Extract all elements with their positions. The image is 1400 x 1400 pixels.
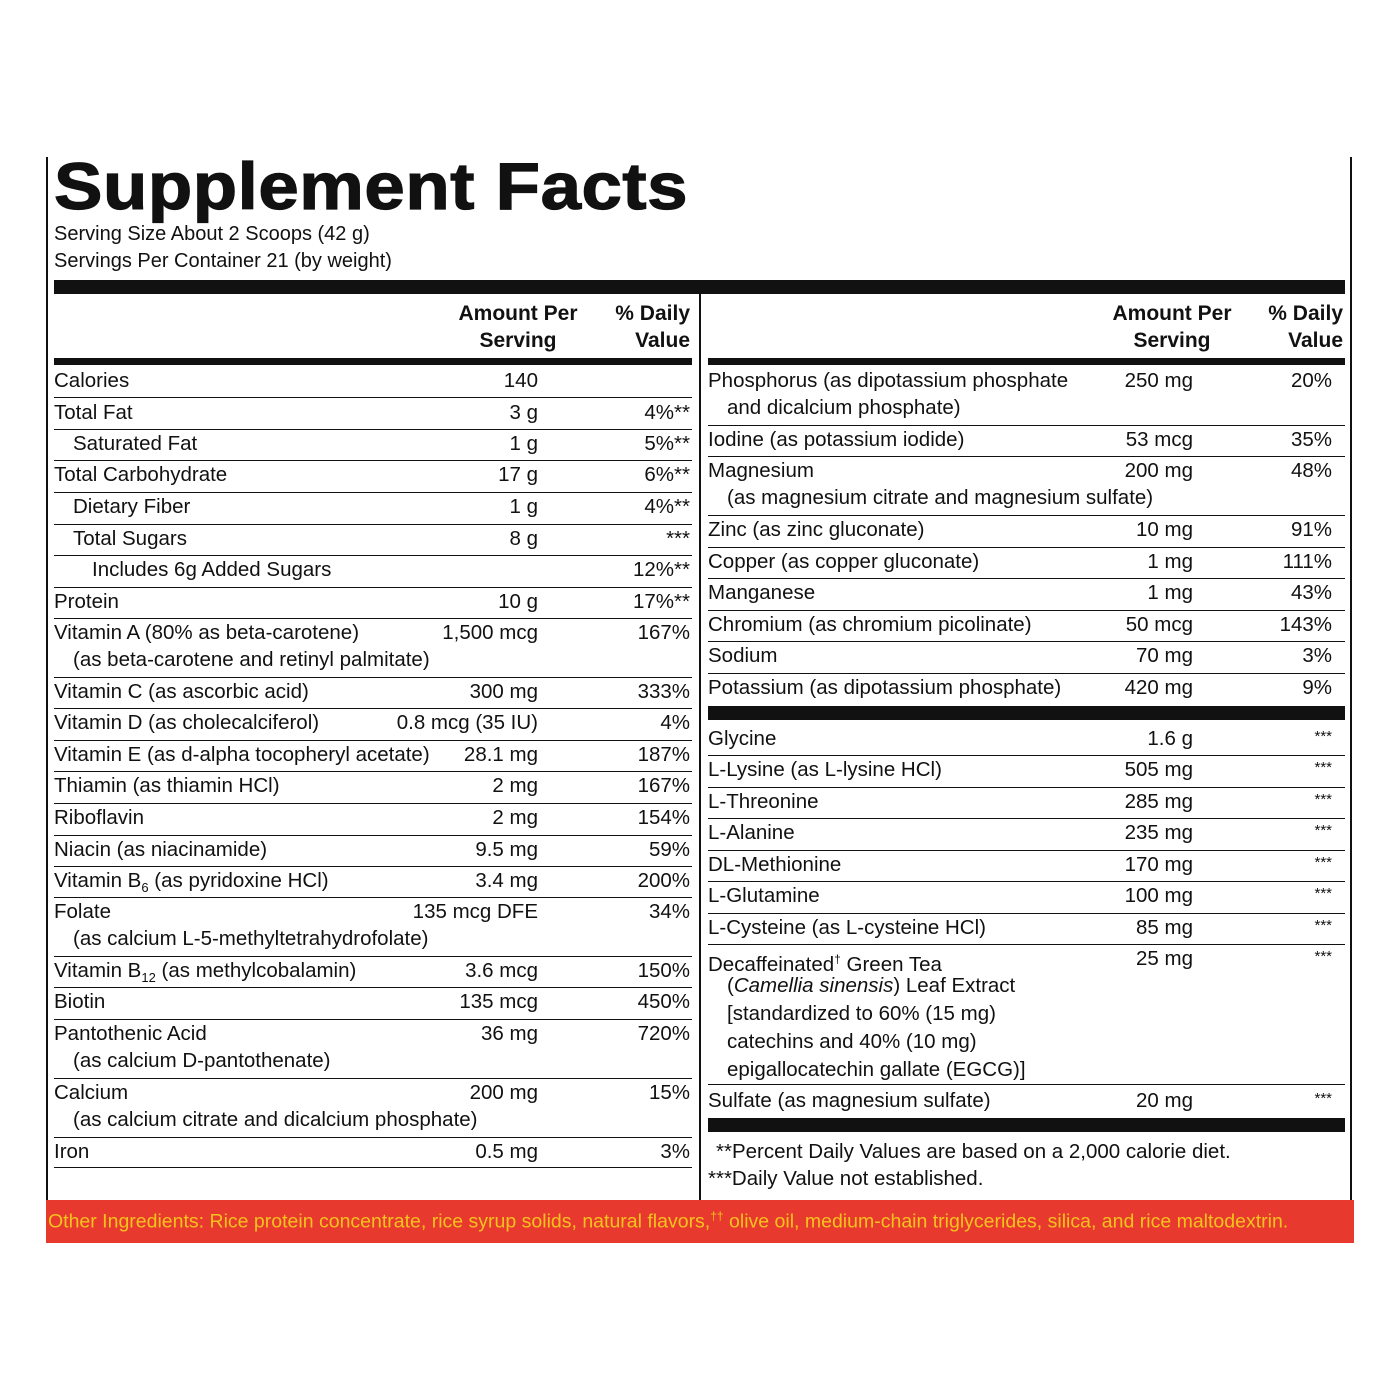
nutrient-amount: 3 g [509,401,538,424]
nutrient-source: (as beta-carotene and retinyl palmitate) [73,648,430,671]
nutrient-name: Vitamin A (80% as beta-carotene) [54,621,360,644]
nutrient-amount: 420 mg [1124,676,1193,699]
nutrient-name: Total Fat [54,401,133,424]
nutrient-daily-value: 150% [637,959,690,982]
nutrient-amount: 200 mg [469,1081,538,1104]
nutrient-name: L-Threonine [708,790,819,813]
nutrient-daily-value: 450% [637,990,690,1013]
table-row-potassium-as-dipotassium-phosphate [708,674,1345,706]
nutrient-amount: 235 mg [1124,821,1193,844]
table-row-total-carbohydrate [54,461,692,493]
nutrient-name: Calcium [54,1081,129,1104]
nutrient-name: Total Carbohydrate [54,463,228,486]
nutrient-name: Copper (as copper gluconate) [708,550,980,573]
nutrient-name: Niacin (as niacinamide) [54,838,268,861]
table-row-pantothenic-acid [54,1020,692,1079]
nutrient-amount: 3.4 mg [475,869,538,892]
nutrient-daily-value: 43% [1290,581,1332,604]
nutrient-amount: 3.6 mcg [465,959,538,982]
nutrient-daily-value: *** [1314,854,1332,871]
table-row-vitamin-a-80-as-beta-carotene [54,619,692,678]
other-ingredients-banner [46,1200,1354,1243]
nutrient-name: Total Sugars [73,527,187,550]
nutrient-daily-value: *** [1314,917,1332,934]
table-row-l-alanine [708,819,1345,851]
nutrient-daily-value: 6%** [644,463,690,486]
amino-section-bar [708,706,1345,720]
nutrient-daily-value: *** [1314,791,1332,808]
table-row-calcium [54,1079,692,1138]
nutrient-name: Thiamin (as thiamin HCl) [54,774,280,797]
right-dv-header: % Daily Value [1268,302,1343,352]
nutrient-daily-value: 17%** [633,590,690,613]
nutrient-amount: 1 mg [1147,550,1193,573]
nutrient-amount: 8 g [509,527,538,550]
nutrient-name: DL-Methionine [708,853,842,876]
table-row-sulfate [708,1087,1345,1119]
nutrient-amount: 85 mg [1136,916,1193,939]
nutrient-name: Chromium (as chromium picolinate) [708,613,1032,636]
nutrient-daily-value: *** [1314,728,1332,745]
nutrient-name: Vitamin D (as cholecalciferol) [54,711,320,734]
nutrient-name: Protein [54,590,119,613]
nutrient-daily-value: 9% [1302,676,1332,699]
table-row-thiamin-as-thiamin-hcl [54,772,692,804]
table-row-l-threonine [708,788,1345,819]
table-row-vitamin-e-as-d-alpha-tocopheryl-acetate [54,741,692,772]
nutrient-name: Riboflavin [54,806,145,829]
table-row-magnesium [708,457,1345,516]
nutrient-amount: 135 mcg [459,990,538,1013]
green-tea-line2: (Camellia sinensis) Leaf Extract [727,974,1016,997]
table-row-green-tea [708,945,1345,1085]
nutrient-daily-value: 167% [637,621,690,644]
right-header-rule [708,358,1345,365]
nutrient-name: Phosphorus (as dipotassium phosphate [708,369,1069,392]
nutrient-daily-value: 20% [1290,369,1332,392]
sulfate-dv: *** [1314,1090,1332,1107]
nutrient-daily-value: 35% [1290,428,1332,451]
table-row-copper-as-copper-gluconate [708,548,1345,579]
nutrient-daily-value: 34% [648,900,690,923]
nutrient-daily-value: *** [1314,885,1332,902]
nutrient-name: Dietary Fiber [73,495,191,518]
nutrient-amount: 0.8 mcg (35 IU) [396,711,538,734]
nutrient-amount: 1 mg [1147,581,1193,604]
table-row-total-sugars [54,525,692,556]
nutrient-daily-value: 143% [1279,613,1332,636]
nutrient-daily-value: 12%** [633,558,690,581]
nutrient-daily-value: 91% [1290,518,1332,541]
nutrient-name: L-Glutamine [708,884,820,907]
nutrient-amount: 285 mg [1124,790,1193,813]
table-row-biotin [54,988,692,1020]
nutrient-name: Iron [54,1140,90,1163]
nutrient-name: L-Alanine [708,821,795,844]
column-divider [699,294,701,1200]
nutrient-name: Glycine [708,727,777,750]
nutrient-daily-value: *** [666,527,690,550]
nutrient-source: (as magnesium citrate and magnesium sulfate) [727,486,1154,509]
page-title: Supplement Facts [54,149,689,223]
footnote-bar [708,1118,1345,1132]
table-row-calories [54,367,692,398]
nutrient-name: L-Cysteine (as L-cysteine HCl) [708,916,986,939]
nutrient-amount: 250 mg [1124,369,1193,392]
nutrient-amount: 50 mcg [1125,613,1193,636]
green-tea-name: Decaffeinated† Green Tea [708,952,942,976]
footnote-daily-values: **Percent Daily Values are based on a 2,000 calorie diet. [716,1140,1231,1163]
nutrient-name: Includes 6g Added Sugars [92,558,332,581]
nutrient-amount: 10 mg [1136,518,1193,541]
green-tea-dv: *** [1314,948,1332,965]
nutrient-daily-value: 167% [637,774,690,797]
nutrient-amount: 100 mg [1124,884,1193,907]
table-row-includes-6g-added-sugars [54,556,692,588]
table-row-iron [54,1138,692,1168]
table-row-dietary-fiber [54,493,692,525]
nutrient-daily-value: 200% [637,869,690,892]
green-tea-line5: epigallocatechin gallate (EGCG)] [727,1058,1026,1081]
table-row-protein [54,588,692,619]
green-tea-line4: catechins and 40% (10 mg) [727,1030,977,1053]
nutrient-amount: 0.5 mg [475,1140,538,1163]
left-header-rule [54,358,692,365]
nutrient-daily-value: 3% [1302,644,1332,667]
nutrient-daily-value: 4% [660,711,690,734]
nutrient-daily-value: 48% [1290,459,1332,482]
nutrient-amount: 53 mcg [1125,428,1193,451]
right-amount-header: Amount Per Serving [1112,302,1232,352]
nutrient-daily-value: 720% [637,1022,690,1045]
table-row-niacin-as-niacinamide [54,836,692,867]
table-row-zinc-as-zinc-gluconate [708,516,1345,548]
nutrient-daily-value: 187% [637,743,690,766]
green-tea-amount: 25 mg [1136,947,1193,970]
table-row-sodium [708,642,1345,674]
nutrient-name: Pantothenic Acid [54,1022,207,1045]
sulfate-name: Sulfate (as magnesium sulfate) [708,1089,991,1112]
nutrient-amount: 505 mg [1124,758,1193,781]
table-row-vitamin-b6-as-pyridoxine-hcl [54,867,692,898]
nutrient-name: Iodine (as potassium iodide) [708,428,965,451]
nutrient-amount: 135 mcg DFE [412,900,538,923]
table-row-iodine-as-potassium-iodide [708,426,1345,457]
nutrient-amount: 2 mg [492,774,538,797]
nutrient-name: Magnesium [708,459,814,482]
nutrient-name: Calories [54,369,130,392]
table-row-vitamin-d-as-cholecalciferol [54,709,692,741]
nutrient-name: Vitamin C (as ascorbic acid) [54,680,309,703]
nutrient-name: Vitamin $B_{12}$ (as methylcobalamin) [54,959,357,986]
left-amount-header: Amount Per Serving [458,302,578,352]
nutrient-source: (as calcium citrate and dicalcium phosphate) [73,1108,478,1131]
left-dv-header: % Daily Value [615,302,690,352]
table-row-vitamin-b12-as-methylcobalamin [54,957,692,988]
table-row-total-fat [54,399,692,430]
table-row-folate [54,898,692,957]
nutrient-amount: 1,500 mcg [442,621,538,644]
table-row-l-glutamine [708,882,1345,914]
nutrient-amount: 1 g [509,495,538,518]
nutrient-amount: 10 g [498,590,538,613]
footnote-not-established: ***Daily Value not established. [708,1167,984,1190]
nutrient-daily-value: 5%** [644,432,690,455]
serving-size: Serving Size About 2 Scoops (42 g) [54,223,370,245]
sulfate-amount: 20 mg [1136,1089,1193,1112]
nutrient-daily-value: 154% [637,806,690,829]
table-row-l-cysteine-as-l-cysteine-hcl [708,914,1345,945]
nutrient-amount: 9.5 mg [475,838,538,861]
other-ingredients-text: Other Ingredients: Rice protein concentrate, rice syrup solids, natural flavors,†† olive oil, medium-chain triglycerides, silica, and rice maltodextrin. [48,1209,1289,1233]
nutrient-source: (as calcium D-pantothenate) [73,1049,331,1072]
nutrient-daily-value: *** [1314,759,1332,776]
nutrient-amount: 140 [503,369,538,392]
green-tea-line3: [standardized to 60% (15 mg) [727,1002,996,1025]
nutrient-daily-value: 111% [1282,550,1332,573]
nutrient-amount: 1.6 g [1147,727,1193,750]
nutrient-amount: 2 mg [492,806,538,829]
table-row-glycine [708,725,1345,756]
nutrient-name: Potassium (as dipotassium phosphate) [708,676,1062,699]
top-bar [54,280,1345,294]
table-row-chromium-as-chromium-picolinate [708,611,1345,642]
nutrient-name: Saturated Fat [73,432,198,455]
table-row-riboflavin [54,804,692,836]
nutrient-daily-value: 333% [637,680,690,703]
nutrient-name: Folate [54,900,111,923]
table-row-l-lysine-as-l-lysine-hcl [708,756,1345,788]
table-row-phosphorus-as-dipotassium-phosphate [708,367,1345,426]
nutrient-name: Biotin [54,990,106,1013]
nutrient-name: Vitamin E (as d-alpha tocopheryl acetate) [54,743,430,766]
nutrient-amount: 36 mg [481,1022,538,1045]
nutrient-amount: 28.1 mg [463,743,538,766]
nutrient-daily-value: 4%** [644,401,690,424]
nutrient-name: Vitamin $B_6$ (as pyridoxine HCl) [54,869,329,896]
nutrient-name: Sodium [708,644,778,667]
nutrient-amount: 170 mg [1124,853,1193,876]
nutrient-source: (as calcium L-5-methyltetrahydrofolate) [73,927,429,950]
nutrient-amount: 200 mg [1124,459,1193,482]
nutrient-daily-value: *** [1314,822,1332,839]
nutrient-daily-value: 3% [660,1140,690,1163]
nutrient-amount: 300 mg [469,680,538,703]
nutrient-amount: 1 g [509,432,538,455]
nutrient-name: L-Lysine (as L-lysine HCl) [708,758,942,781]
nutrient-daily-value: 15% [648,1081,690,1104]
nutrient-amount: 70 mg [1136,644,1193,667]
nutrient-name: Manganese [708,581,816,604]
nutrient-daily-value: 4%** [644,495,690,518]
table-row-saturated-fat [54,430,692,461]
nutrient-amount: 17 g [498,463,538,486]
table-row-dl-methionine [708,851,1345,882]
table-row-vitamin-c-as-ascorbic-acid [54,678,692,709]
nutrient-daily-value: 59% [648,838,690,861]
nutrient-source: and dicalcium phosphate) [727,396,961,419]
nutrient-name: Zinc (as zinc gluconate) [708,518,925,541]
table-row-manganese [708,579,1345,611]
servings-per-container: Servings Per Container 21 (by weight) [54,250,392,272]
